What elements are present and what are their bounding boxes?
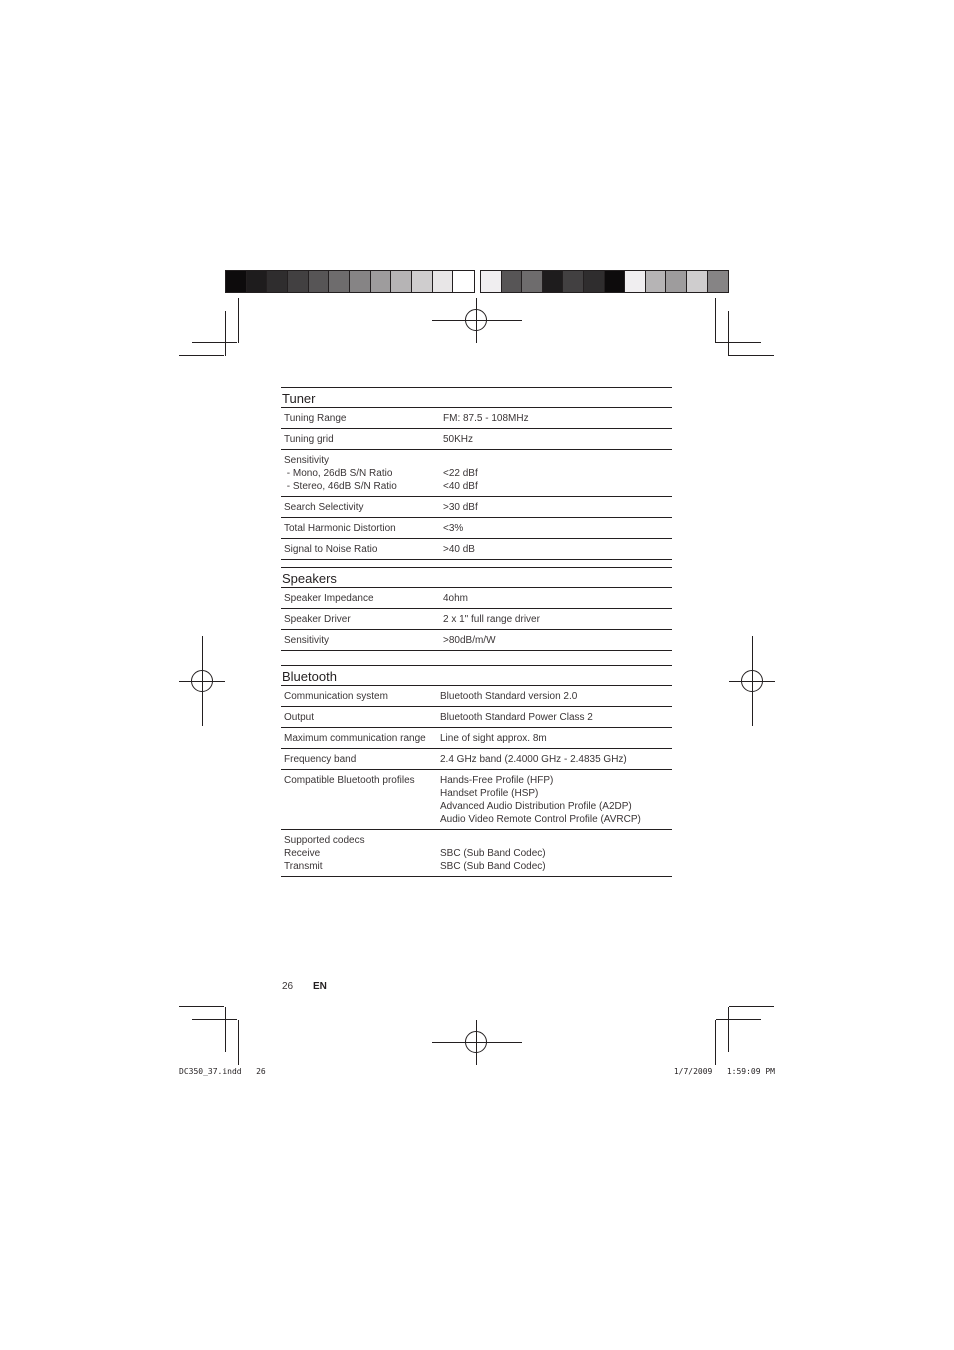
spec-value-line: >40 dB: [443, 544, 475, 555]
color-swatch: [481, 271, 502, 292]
spec-value: [443, 543, 475, 556]
color-swatch: [267, 271, 288, 292]
crop-mark: [179, 355, 224, 356]
spec-value-line: >80dB/m/W: [443, 635, 496, 646]
spec-label-line: Receive: [284, 848, 321, 859]
spec-label: [281, 753, 440, 766]
spec-value-line: SBC (Sub Band Codec): [440, 861, 546, 872]
spec-row: [281, 830, 672, 877]
spec-value-line: <22 dBf: [443, 468, 478, 479]
spec-value-line: <3%: [443, 523, 464, 534]
color-swatch: [522, 271, 543, 292]
color-swatch: [412, 271, 433, 292]
slug-filename: DC350_37.indd 26: [179, 1067, 266, 1076]
spec-label-line: Tuning Range: [284, 413, 347, 424]
spec-label-line: Supported codecs: [284, 835, 365, 846]
tuner-section: [281, 387, 672, 560]
crop-mark: [225, 1007, 226, 1052]
spec-row: [281, 686, 672, 707]
spec-label-line: - Mono, 26dB S/N Ratio: [284, 468, 393, 479]
color-swatch: [563, 271, 584, 292]
spec-label: [281, 433, 443, 446]
spec-table: [281, 686, 672, 877]
crop-mark: [238, 1020, 239, 1065]
spec-label-line: Frequency band: [284, 754, 357, 765]
page-number: 26: [282, 981, 294, 992]
spec-label-line: Maximum communication range: [284, 733, 426, 744]
spec-table: [281, 588, 672, 651]
spec-value-line: 2 x 1" full range driver: [443, 614, 540, 625]
color-bar-right: [480, 270, 729, 293]
color-swatch: [453, 271, 474, 292]
color-swatch: [666, 271, 687, 292]
spec-label-line: Tuning grid: [284, 434, 334, 445]
crop-mark: [729, 355, 774, 356]
spec-row: [281, 539, 672, 560]
spec-label: [281, 834, 440, 873]
spec-value: [440, 774, 641, 826]
spec-value-line: Line of sight approx. 8m: [440, 733, 547, 744]
spec-row: [281, 728, 672, 749]
spec-value-line: Handset Profile (HSP): [440, 788, 539, 799]
color-swatch: [687, 271, 708, 292]
registration-circle: [741, 670, 763, 692]
spec-value: [443, 522, 463, 535]
spec-label-line: - Stereo, 46dB S/N Ratio: [284, 481, 397, 492]
spec-value-line: Advanced Audio Distribution Profile (A2DP): [440, 801, 632, 812]
spec-value-line: 2.4 GHz band (2.4000 GHz - 2.4835 GHz): [440, 754, 627, 765]
spec-value: [440, 834, 546, 873]
spec-label: [281, 522, 443, 535]
spec-label-line: Sensitivity: [284, 635, 330, 646]
spec-label: [281, 592, 443, 605]
spec-value-line: >30 dBf: [443, 502, 478, 513]
color-swatch: [391, 271, 412, 292]
spec-label: [281, 454, 443, 493]
color-swatch: [288, 271, 309, 292]
crop-mark: [192, 1019, 237, 1020]
color-swatch: [226, 271, 247, 292]
spec-value: [443, 454, 478, 493]
spec-row: [281, 450, 672, 497]
color-swatch: [708, 271, 729, 292]
spec-label: [281, 774, 440, 826]
bluetooth-section: [281, 665, 672, 877]
spec-row: [281, 497, 672, 518]
spec-value: [443, 412, 529, 425]
spec-row: [281, 707, 672, 728]
registration-circle: [191, 670, 213, 692]
crop-mark: [179, 1006, 224, 1007]
crop-mark: [192, 342, 237, 343]
spec-value-line: FM: 87.5 - 108MHz: [443, 413, 529, 424]
spec-label-line: Compatible Bluetooth profiles: [284, 775, 415, 786]
registration-circle: [465, 1031, 487, 1053]
crop-mark: [716, 1019, 761, 1020]
section-title: Bluetooth: [281, 665, 672, 686]
color-swatch: [625, 271, 646, 292]
spec-value-line: <40 dBf: [443, 481, 478, 492]
spec-value-line: 4ohm: [443, 593, 469, 604]
registration-circle: [465, 309, 487, 331]
spec-value: [440, 690, 577, 703]
color-swatch: [309, 271, 330, 292]
spec-label: [281, 634, 443, 647]
crop-mark: [715, 1020, 716, 1065]
spec-row: [281, 518, 672, 539]
spec-value: [440, 711, 593, 724]
spec-row: [281, 408, 672, 429]
color-swatch: [371, 271, 392, 292]
language-code: EN: [313, 981, 327, 992]
crop-mark: [238, 298, 239, 343]
color-swatch: [329, 271, 350, 292]
crop-mark: [729, 1006, 774, 1007]
spec-value-line: Bluetooth Standard Power Class 2: [440, 712, 593, 723]
crop-mark: [715, 298, 716, 343]
color-swatch: [247, 271, 268, 292]
crop-mark: [716, 342, 761, 343]
spec-value: [440, 732, 547, 745]
spec-value-line: 50KHz: [443, 434, 474, 445]
color-swatch: [543, 271, 564, 292]
spec-label-line: Signal to Noise Ratio: [284, 544, 378, 555]
spec-label: [281, 690, 440, 703]
crop-mark: [225, 311, 226, 356]
color-bar-left: [225, 270, 475, 293]
spec-row: [281, 609, 672, 630]
spec-label: [281, 412, 443, 425]
spec-row: [281, 429, 672, 450]
spec-value: [443, 501, 478, 514]
spec-label-line: Search Selectivity: [284, 502, 364, 513]
spec-value: [443, 592, 468, 605]
spec-label-line: Communication system: [284, 691, 388, 702]
spec-label-line: Total Harmonic Distortion: [284, 523, 396, 534]
spec-value: [443, 613, 540, 626]
section-title: Speakers: [281, 567, 672, 588]
spec-label-line: Output: [284, 712, 315, 723]
spec-row: [281, 588, 672, 609]
section-title: Tuner: [281, 387, 672, 408]
spec-label-line: Speaker Driver: [284, 614, 351, 625]
spec-value-line: Bluetooth Standard version 2.0: [440, 691, 578, 702]
spec-value-line: Audio Video Remote Control Profile (AVRCP): [440, 814, 641, 825]
spec-row: [281, 749, 672, 770]
spec-label-line: Sensitivity: [284, 455, 330, 466]
spec-value-line: [440, 834, 546, 847]
spec-label-line: Speaker Impedance: [284, 593, 374, 604]
spec-value: [443, 433, 473, 446]
spec-value: [443, 634, 496, 647]
spec-label-line: Transmit: [284, 861, 323, 872]
speakers-section: [281, 567, 672, 651]
spec-row: [281, 630, 672, 651]
spec-value-line: [443, 454, 478, 467]
color-swatch: [502, 271, 523, 292]
spec-value-line: SBC (Sub Band Codec): [440, 848, 546, 859]
color-swatch: [605, 271, 626, 292]
crop-mark: [728, 311, 729, 356]
crop-mark: [728, 1007, 729, 1052]
spec-label: [281, 613, 443, 626]
spec-label: [281, 711, 440, 724]
spec-value-line: Hands-Free Profile (HFP): [440, 775, 554, 786]
spec-label: [281, 732, 440, 745]
spec-row: [281, 770, 672, 830]
color-swatch: [433, 271, 454, 292]
spec-value: [440, 753, 627, 766]
spec-label: [281, 543, 443, 556]
color-swatch: [350, 271, 371, 292]
color-swatch: [646, 271, 667, 292]
spec-label: [281, 501, 443, 514]
slug-datetime: 1/7/2009 1:59:09 PM: [673, 1067, 775, 1076]
color-swatch: [584, 271, 605, 292]
spec-table: [281, 408, 672, 560]
